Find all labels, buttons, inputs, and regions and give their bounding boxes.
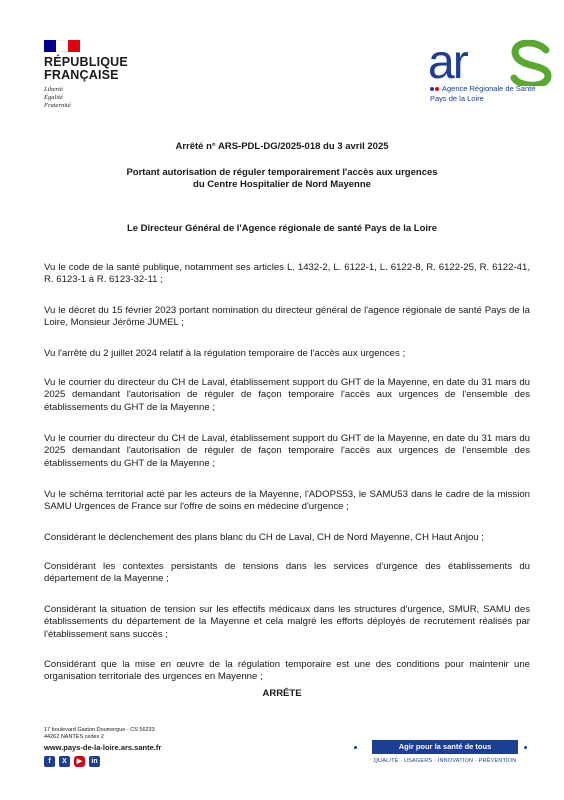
linkedin-icon[interactable]: in: [89, 756, 100, 767]
republique-name: [44, 56, 154, 82]
facebook-icon[interactable]: f: [44, 756, 55, 767]
republique-line2: FRANÇAISE: [44, 68, 119, 82]
paragraph-vu-arrete: Vu l'arrêté du 2 juillet 2024 relatif à la régulation temporaire de l'accès aux urgences ;: [44, 348, 406, 359]
object-line1: Portant autorisation de réguler temporairement l'accès aux urgences: [126, 167, 438, 178]
decorative-dot-right: [524, 746, 527, 749]
object-line2: du Centre Hospitalier de Nord Mayenne: [193, 179, 371, 190]
document-authority: Le Directeur Général de l'Agence régionale de santé Pays de la Loire: [126, 223, 438, 234]
document-reference: Arrêté n° ARS-PDL-DG/2025-018 du 3 avril 2025: [175, 141, 389, 152]
social-icons: [44, 756, 161, 767]
devise: [44, 86, 154, 110]
paragraph-considerant-effectifs: Considérant la situation de tension sur les effectifs médicaux dans les structures d'urgence, SMUR, SAMU des établissements du département de la Mayenne et cela malgré les efforts déployés de recrutement réalisés par l'établissement sans succès ;: [44, 604, 530, 640]
website-link[interactable]: www.pays-de-la-loire.ars.sante.fr: [44, 743, 162, 752]
document-object: [0, 167, 564, 191]
decorative-dot-left: [354, 746, 357, 749]
slogan-banner: Agir pour la santé de tous: [372, 740, 518, 754]
republique-francaise-logo: [44, 40, 154, 110]
devise-fraternite: Fraternité: [44, 102, 71, 109]
devise-egalite: Égalité: [44, 94, 63, 101]
arrete-heading: ARRÊTE: [262, 688, 302, 699]
ars-agency-label: Agence Régionale de Santé: [442, 84, 536, 93]
paragraph-vu-decret: Vu le décret du 15 février 2023 portant nomination du directeur général de l'agence régionale de santé Pays de la Loire, Monsieur Jérôme JUMEL ;: [44, 305, 530, 329]
ars-logo: [424, 40, 554, 110]
devise-liberte: Liberté: [44, 86, 63, 93]
youtube-icon[interactable]: ▶: [74, 756, 85, 767]
ars-dots-icon: [430, 87, 440, 91]
republique-line1: RÉPUBLIQUE: [44, 55, 128, 69]
marianne-flag-icon: [44, 40, 80, 52]
paragraph-vu-courrier-2: Vu le courrier du directeur du CH de Laval, établissement support du GHT de la Mayenne, en date du 31 mars du 2025 demandant l'autorisation de réguler de façon temporaire l'accès aux urgences de l'ensemble des établissements du GHT de la Mayenne ;: [44, 433, 530, 469]
ars-agency-name: [430, 84, 535, 93]
footer-address-block: [44, 727, 161, 767]
paragraph-considerant-tensions: Considérant les contextes persistants de tensions dans les services d'urgence des établissements du département de la Mayenne ;: [44, 561, 530, 585]
paragraph-vu-code: Vu le code de la santé publique, notamment ses articles L. 1432-2, L. 6122-1, L. 6122-8, R. 6122-25, R. 6122-41, R. 6123-1 à R. 6123-32-11 ;: [44, 262, 530, 286]
paragraph-considerant-regulation: Considérant que la mise en œuvre de la régulation temporaire est une des conditions pour maintenir une organisation territoriale des urgences en Mayenne ;: [44, 659, 530, 683]
values-line: QUALITÉ · USAGERS · INNOVATION · PRÉVENTION: [373, 758, 517, 764]
address-line2: 44262 NANTES cedex 2: [44, 734, 104, 740]
paragraph-vu-schema: Vu le schéma territorial acté par les acteurs de la Mayenne, l'ADOPS53, le SAMU53 dans le cadre de la mission SAMU Urgences de France sur l'offre de soins en médecine d'urgence ;: [44, 489, 530, 513]
address-line1: 17 boulevard Gaston Doumergue - CS 56233: [44, 727, 155, 733]
ars-region-label: Pays de la Loire: [430, 94, 484, 103]
svg-text:ar: ar: [428, 40, 467, 86]
paragraph-vu-courrier-1: Vu le courrier du directeur du CH de Laval, établissement support du GHT de la Mayenne, en date du 31 mars du 2025 demandant l'autorisation de réguler de façon temporaire l'accès aux urgences de l'ensemble des établissements du GHT de la Mayenne ;: [44, 377, 530, 413]
x-icon[interactable]: X: [59, 756, 70, 767]
paragraph-considerant-plans: Considérant le déclenchement des plans blanc du CH de Laval, CH de Nord Mayenne, CH Haut Anjou ;: [44, 532, 484, 543]
ars-logo-mark: [424, 40, 554, 86]
